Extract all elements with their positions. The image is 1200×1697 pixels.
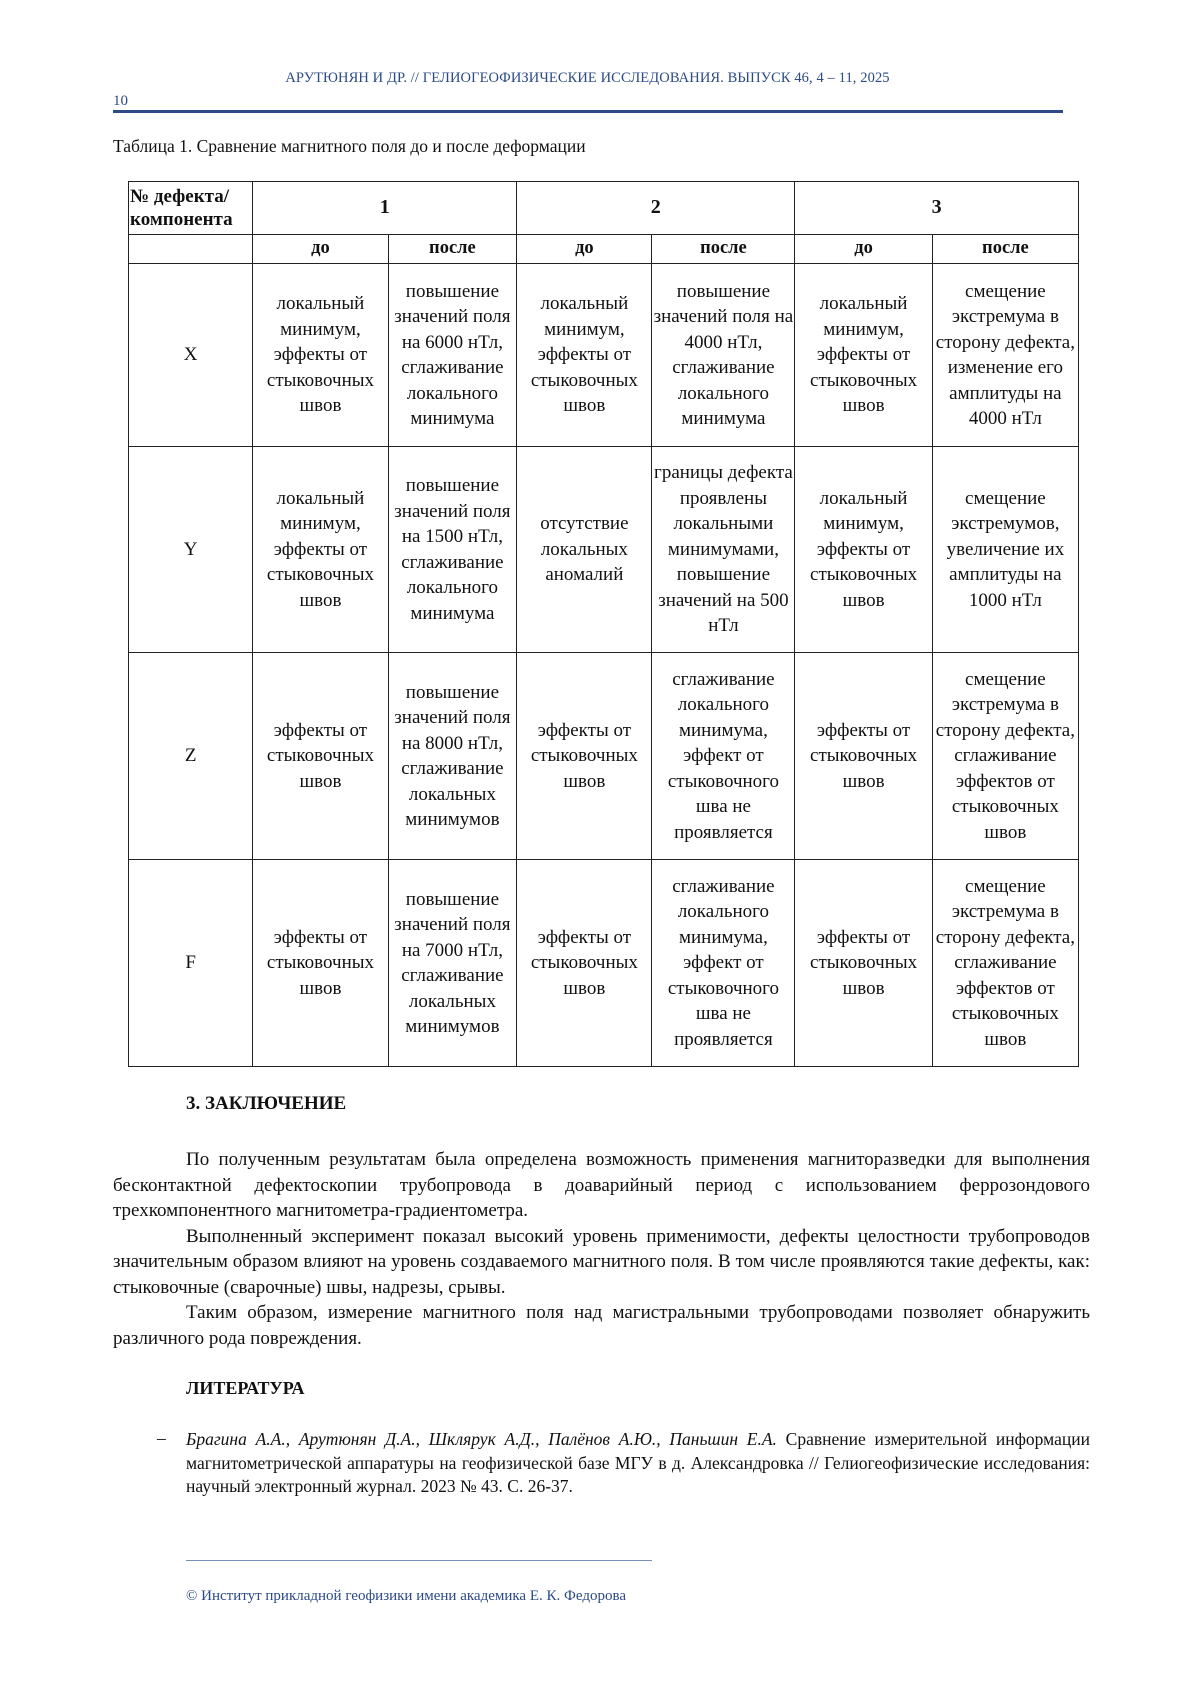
component-cell: X bbox=[129, 264, 253, 447]
table-cell: отсутствие локальных аномалий bbox=[517, 447, 652, 653]
table-cell: повышение значений поля на 6000 нТл, сглаживание локального минимума bbox=[388, 264, 517, 447]
section-heading-conclusion: 3. ЗАКЛЮЧЕНИЕ bbox=[186, 1093, 347, 1114]
table-cell: смещение экстремума в сторону дефекта, сглаживание эффектов от стыковочных швов bbox=[932, 860, 1078, 1067]
corner-header: № дефекта/ компонента bbox=[129, 182, 253, 235]
paragraph: Выполненный эксперимент показал высокий уровень применимости, дефекты целостности трубопроводов значительным образом влияют на уровень создаваемого магнитного поля. В том числе проявляются такие дефекты, как: стыковочные (сварочные) швы, надрезы, срывы. bbox=[113, 1225, 1090, 1298]
paragraph: По полученным результатам была определена возможность применения магниторазведки для выполнения бесконтактной дефектоскопии трубопровода в доаварийный период с использованием феррозондового трехкомпонентного магнитометра-градиентометра. bbox=[113, 1149, 1090, 1221]
empty-subheader bbox=[129, 235, 253, 264]
defect-2-header: 2 bbox=[517, 182, 795, 235]
table-cell: повышение значений поля на 1500 нТл, сглаживание локального минимума bbox=[388, 447, 517, 653]
table-cell: смещение экстремумов, увеличение их амплитуды на 1000 нТл bbox=[932, 447, 1078, 653]
header-rule bbox=[113, 110, 1063, 113]
subheader-after: после bbox=[652, 235, 795, 264]
defect-3-header: 3 bbox=[795, 182, 1079, 235]
table-cell: повышение значений поля на 7000 нТл, сглаживание локальных минимумов bbox=[388, 860, 517, 1067]
table-row bbox=[129, 447, 1079, 653]
table-cell: локальный минимум, эффекты от стыковочных швов bbox=[253, 264, 388, 447]
table-cell: границы дефекта проявлены локальными минимумами, повышение значений на 500 нТл bbox=[652, 447, 795, 653]
table-cell: смещение экстремума в сторону дефекта, изменение его амплитуды на 4000 нТл bbox=[932, 264, 1078, 447]
table-cell: эффекты от стыковочных швов bbox=[517, 860, 652, 1067]
reference-authors: Брагина А.А., Арутюнян Д.А., Шклярук А.Д., Палёнов А.Ю., Паньшин Е.А. bbox=[186, 1429, 777, 1449]
reference-text: Сравнение измерительной информации магнитометрической аппаратуры на геофизической базе МГУ в д. Александровка // Гелиогеофизические исследования: научный электронный журнал. 2023 № 43. С. 26-37. bbox=[186, 1429, 1090, 1496]
paragraph: Таким образом, измерение магнитного поля над магистральными трубопроводами позволяет обнаружить различного рода повреждения. bbox=[113, 1302, 1090, 1349]
subheader-after: после bbox=[388, 235, 517, 264]
table-subheader-row bbox=[129, 235, 1079, 264]
table-cell: локальный минимум, эффекты от стыковочных швов bbox=[795, 447, 932, 653]
comparison-table bbox=[128, 181, 1079, 1067]
subheader-after: после bbox=[932, 235, 1078, 264]
table-row bbox=[129, 860, 1079, 1067]
page-number: 10 bbox=[113, 93, 128, 109]
table-cell: сглаживание локального минимума, эффект от стыковочного шва не проявляется bbox=[652, 653, 795, 860]
subheader-before: до bbox=[795, 235, 932, 264]
table-cell: эффекты от стыковочных швов bbox=[795, 860, 932, 1067]
conclusion-body bbox=[113, 1147, 1090, 1351]
subheader-before: до bbox=[517, 235, 652, 264]
component-cell: F bbox=[129, 860, 253, 1067]
table-cell: локальный минимум, эффекты от стыковочных швов bbox=[795, 264, 932, 447]
table-row bbox=[129, 653, 1079, 860]
subheader-before: до bbox=[253, 235, 388, 264]
running-head: АРУТЮНЯН И ДР. // ГЕЛИОГЕОФИЗИЧЕСКИЕ ИССЛЕДОВАНИЯ. ВЫПУСК 46, 4 – 11, 2025 bbox=[285, 70, 890, 86]
table-cell: эффекты от стыковочных швов bbox=[517, 653, 652, 860]
table-row bbox=[129, 264, 1079, 447]
footer-rule bbox=[186, 1560, 652, 1561]
table-cell: эффекты от стыковочных швов bbox=[253, 860, 388, 1067]
table-cell: локальный минимум, эффекты от стыковочных швов bbox=[517, 264, 652, 447]
defect-1-header: 1 bbox=[253, 182, 517, 235]
references-heading: ЛИТЕРАТУРА bbox=[186, 1378, 305, 1398]
table-cell: смещение экстремума в сторону дефекта, сглаживание эффектов от стыковочных швов bbox=[932, 653, 1078, 860]
table-cell: повышение значений поля на 4000 нТл, сглаживание локального минимума bbox=[652, 264, 795, 447]
component-cell: Z bbox=[129, 653, 253, 860]
table-cell: эффекты от стыковочных швов bbox=[795, 653, 932, 860]
table-caption: Таблица 1. Сравнение магнитного поля до и после деформации bbox=[113, 136, 586, 156]
table-header-row bbox=[129, 182, 1079, 235]
reference-item bbox=[186, 1428, 1090, 1499]
component-cell: Y bbox=[129, 447, 253, 653]
reference-bullet: – bbox=[157, 1428, 166, 1448]
table-cell: сглаживание локального минимума, эффект от стыковочного шва не проявляется bbox=[652, 860, 795, 1067]
table-cell: локальный минимум, эффекты от стыковочных швов bbox=[253, 447, 388, 653]
table-cell: повышение значений поля на 8000 нТл, сглаживание локальных минимумов bbox=[388, 653, 517, 860]
footer-copyright: © Институт прикладной геофизики имени академика Е. К. Федорова bbox=[186, 1588, 626, 1604]
table-cell: эффекты от стыковочных швов bbox=[253, 653, 388, 860]
